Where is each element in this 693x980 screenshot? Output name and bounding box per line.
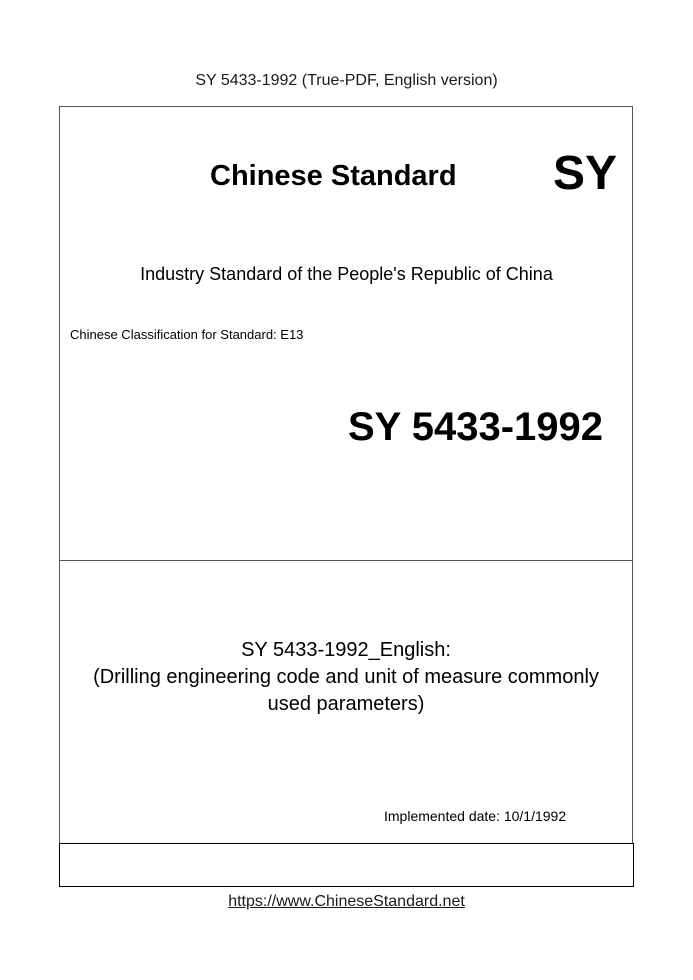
description-line-3: used parameters) [267, 693, 425, 715]
description-line-1: SY 5433-1992_English: [241, 639, 451, 661]
standard-number: SY 5433-1992 [348, 405, 604, 449]
description-line-2: (Drilling engineering code and unit of measure commonly [93, 666, 599, 688]
industry-line: Industry Standard of the People's Republic of China [140, 264, 553, 284]
cover-heading: Chinese Standard [210, 160, 457, 192]
classification-label: Chinese Classification for Standard: E13 [70, 327, 304, 342]
website-link[interactable]: https://www.ChineseStandard.net [228, 893, 465, 910]
implemented-date: Implemented date: 10/1/1992 [384, 808, 567, 824]
document-header: SY 5433-1992 (True-PDF, English version) [195, 72, 498, 89]
standard-description [59, 637, 633, 718]
cover-footer-panel [59, 843, 634, 887]
footer [0, 893, 693, 911]
code-prefix: SY [553, 147, 618, 200]
